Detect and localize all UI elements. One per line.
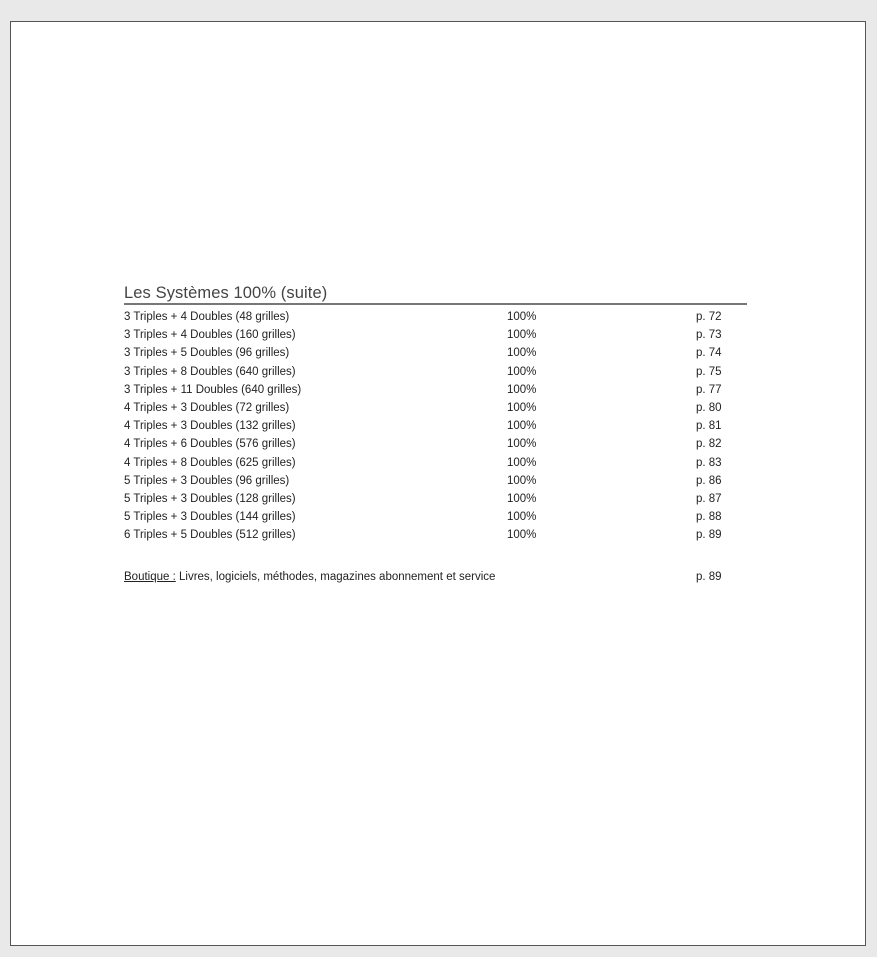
toc-row-name: 5 Triples + 3 Doubles (144 grilles)	[124, 511, 296, 524]
toc-row-percent: 100%	[507, 329, 537, 342]
toc-row-name: 4 Triples + 3 Doubles (72 grilles)	[124, 401, 290, 414]
toc-row-percent: 100%	[507, 511, 537, 524]
document-page	[10, 21, 866, 946]
toc-row-percent: 100%	[507, 365, 537, 378]
toc-row-page: p. 83	[696, 456, 722, 469]
toc-row-percent: 100%	[507, 347, 537, 360]
toc-row-percent: 100%	[507, 420, 537, 433]
toc-row-percent: 100%	[507, 383, 537, 396]
heading-rule	[124, 303, 747, 305]
toc-row-page: p. 80	[696, 401, 722, 414]
toc-row-name: 5 Triples + 3 Doubles (96 grilles)	[124, 474, 290, 487]
toc-row	[124, 363, 747, 381]
toc-list	[124, 308, 747, 544]
toc-row	[124, 454, 747, 472]
toc-row	[124, 508, 747, 526]
toc-row	[124, 435, 747, 453]
toc-row-name: 3 Triples + 4 Doubles (48 grilles)	[124, 311, 290, 323]
toc-row-page: p. 73	[696, 329, 722, 342]
toc-row-name: 3 Triples + 8 Doubles (640 grilles)	[124, 365, 296, 378]
toc-row-name: 3 Triples + 5 Doubles (96 grilles)	[124, 347, 290, 360]
toc-row-page: p. 81	[696, 420, 722, 433]
toc-row-page: p. 72	[696, 311, 722, 323]
toc-row	[124, 344, 747, 362]
boutique-label: Boutique :	[124, 571, 176, 584]
table-of-contents	[124, 283, 747, 586]
boutique-page: p. 89	[696, 571, 722, 584]
boutique-text	[124, 568, 495, 586]
toc-row-page: p. 75	[696, 365, 722, 378]
toc-row-page: p. 86	[696, 474, 722, 487]
toc-row-percent: 100%	[507, 474, 537, 487]
toc-row	[124, 308, 747, 326]
toc-row	[124, 381, 747, 399]
toc-row-name: 6 Triples + 5 Doubles (512 grilles)	[124, 529, 296, 542]
toc-row-percent: 100%	[507, 456, 537, 469]
toc-row-percent: 100%	[507, 438, 537, 451]
toc-row	[124, 326, 747, 344]
toc-row-percent: 100%	[507, 311, 537, 323]
toc-row-page: p. 88	[696, 511, 722, 524]
toc-row-name: 4 Triples + 8 Doubles (625 grilles)	[124, 456, 296, 469]
toc-row-page: p. 77	[696, 383, 722, 396]
toc-row-page: p. 82	[696, 438, 722, 451]
toc-row-name: 4 Triples + 6 Doubles (576 grilles)	[124, 438, 296, 451]
boutique-description: Livres, logiciels, méthodes, magazines abonnement et service	[175, 571, 496, 584]
toc-row	[124, 472, 747, 490]
toc-row-page: p. 89	[696, 529, 722, 542]
toc-row-page: p. 74	[696, 347, 722, 360]
toc-row-page: p. 87	[696, 492, 722, 505]
toc-row-name: 3 Triples + 11 Doubles (640 grilles)	[124, 383, 302, 396]
toc-row	[124, 417, 747, 435]
toc-row	[124, 526, 747, 544]
toc-row-name: 5 Triples + 3 Doubles (128 grilles)	[124, 492, 296, 505]
section-heading: Les Systèmes 100% (suite)	[124, 284, 328, 302]
toc-row	[124, 399, 747, 417]
toc-row	[124, 490, 747, 508]
toc-row-percent: 100%	[507, 492, 537, 505]
toc-row-percent: 100%	[507, 401, 537, 414]
toc-row-name: 3 Triples + 4 Doubles (160 grilles)	[124, 329, 296, 342]
toc-row-name: 4 Triples + 3 Doubles (132 grilles)	[124, 420, 296, 433]
boutique-entry	[124, 568, 747, 586]
toc-row-percent: 100%	[507, 529, 537, 542]
